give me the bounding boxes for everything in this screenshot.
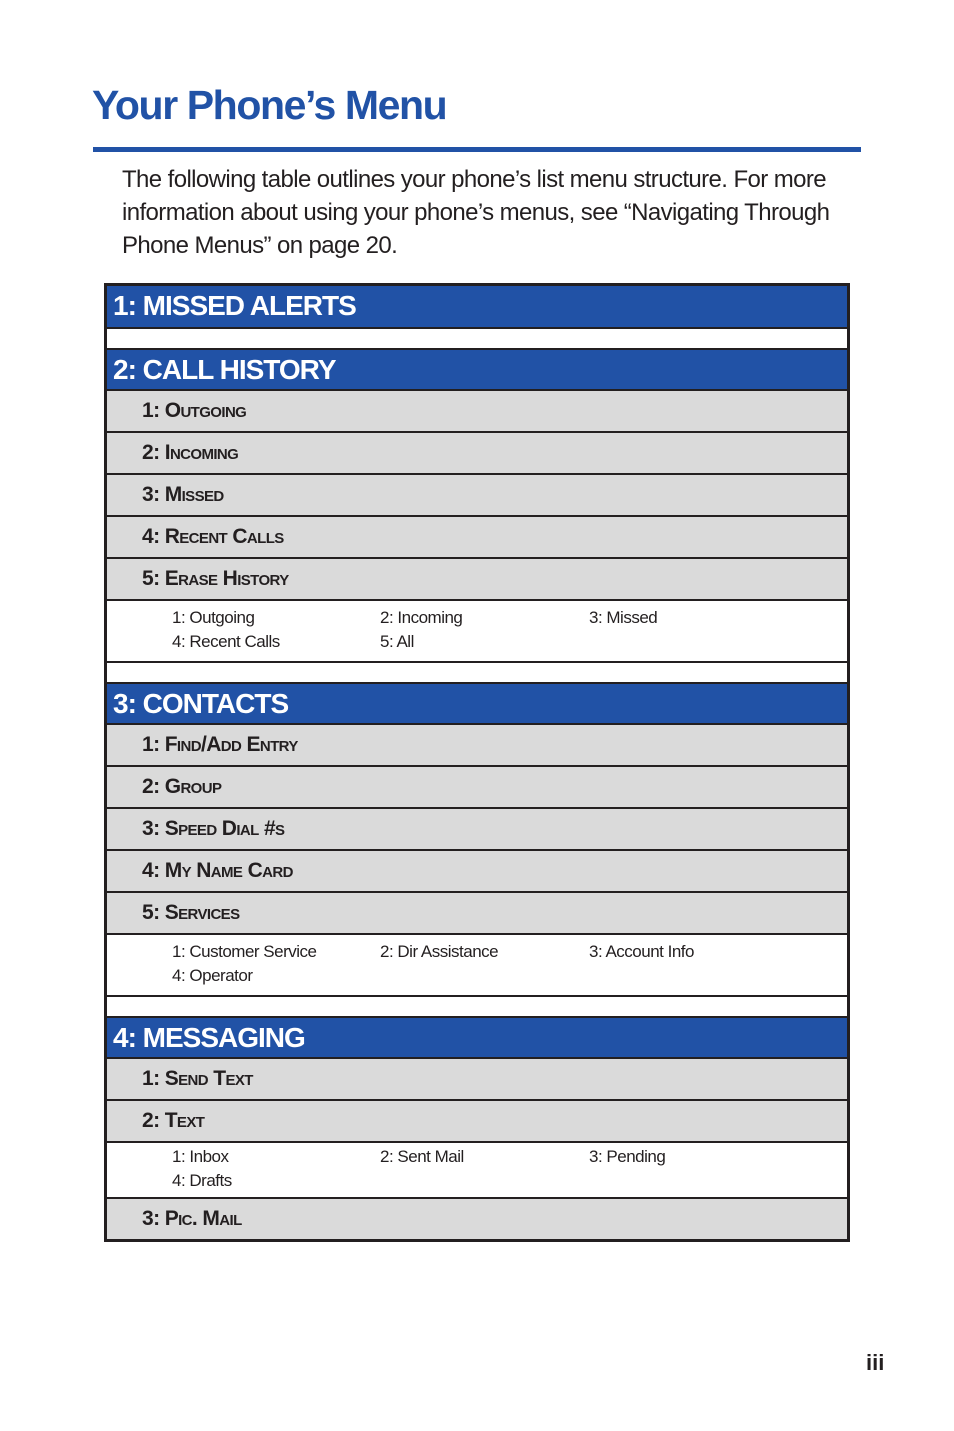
option-item: 3: Missed <box>589 608 658 627</box>
section-contacts: 3: CONTACTS <box>107 682 847 723</box>
option-item: 3: Account Info <box>589 942 694 961</box>
menu-table <box>104 283 850 1242</box>
menu-item-outgoing: 1: Outgoing <box>107 389 847 431</box>
section-missed-alerts: 1: MISSED ALERTS <box>107 286 847 327</box>
option-item: 1: Outgoing <box>172 608 255 627</box>
section-spacer <box>107 327 847 348</box>
section-spacer <box>107 995 847 1016</box>
menu-item-my-name-card: 4: My Name Card <box>107 849 847 891</box>
option-item: 4: Recent Calls <box>172 632 280 651</box>
menu-item-missed: 3: Missed <box>107 473 847 515</box>
menu-item-speed-dial: 3: Speed Dial #s <box>107 807 847 849</box>
menu-item-recent-calls: 4: Recent Calls <box>107 515 847 557</box>
menu-item-erase-history: 5: Erase History <box>107 557 847 599</box>
erase-history-options <box>107 599 847 661</box>
option-item: 1: Customer Service <box>172 942 317 961</box>
section-call-history: 2: CALL HISTORY <box>107 348 847 389</box>
menu-item-incoming: 2: Incoming <box>107 431 847 473</box>
services-options <box>107 933 847 995</box>
text-options <box>107 1141 847 1197</box>
page-title: Your Phone’s Menu <box>92 82 447 128</box>
menu-item-pic-mail: 3: Pic. Mail <box>107 1197 847 1239</box>
page-number: iii <box>866 1350 885 1375</box>
menu-item-find-add-entry: 1: Find/Add Entry <box>107 723 847 765</box>
section-spacer <box>107 661 847 682</box>
option-item: 2: Incoming <box>380 608 463 627</box>
menu-item-services: 5: Services <box>107 891 847 933</box>
option-item: 4: Drafts <box>172 1171 232 1190</box>
title-rule <box>93 147 861 152</box>
option-item: 3: Pending <box>589 1147 666 1166</box>
intro-paragraph: The following table outlines your phone’s list menu structure. For more information about using your phone’s menus, see “Navigating Through Phone Menus” on page 20. <box>122 166 830 259</box>
section-messaging: 4: MESSAGING <box>107 1016 847 1057</box>
option-item: 1: Inbox <box>172 1147 229 1166</box>
menu-item-send-text: 1: Send Text <box>107 1057 847 1099</box>
menu-item-text: 2: Text <box>107 1099 847 1141</box>
menu-item-group: 2: Group <box>107 765 847 807</box>
option-item: 5: All <box>380 632 414 651</box>
option-item: 4: Operator <box>172 966 253 985</box>
option-item: 2: Sent Mail <box>380 1147 464 1166</box>
option-item: 2: Dir Assistance <box>380 942 499 961</box>
